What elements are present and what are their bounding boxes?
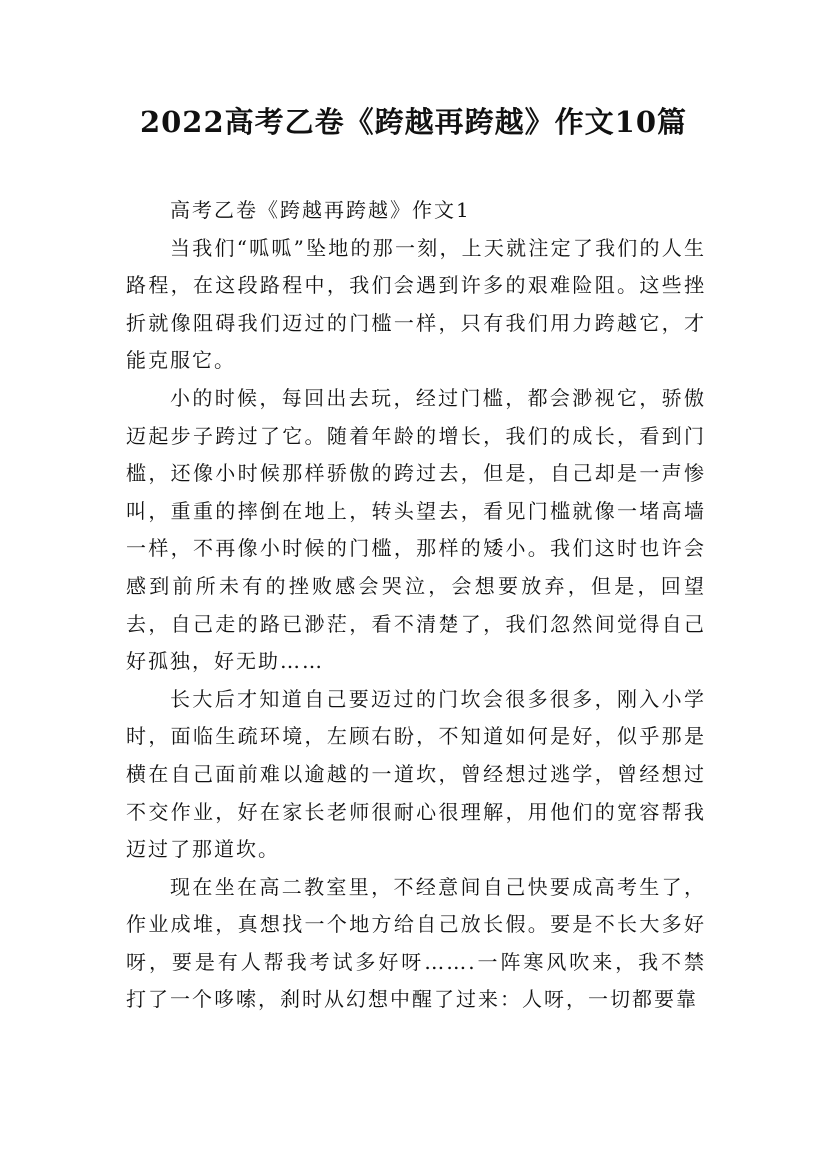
paragraph-1: 当我们“呱呱”坠地的那一刻，上天就注定了我们的人生路程，在这段路程中，我们会遇到许多的艰难险阻。这些挫折就像阻碍我们迈过的门槛一样，只有我们用力跨越它，才能克服它。 (126, 235, 706, 373)
document-body (126, 192, 706, 1019)
paragraph-3: 长大后才知道自己要迈过的门坎会很多很多，刚入小学时，面临生疏环境，左顾右盼，不知道如何是好，似乎那是横在自己面前难以逾越的一道坎，曾经想过逃学，曾经想过不交作业，好在家长老师很耐心很理解，用他们的宽容帮我迈过了那道坎。 (126, 686, 706, 862)
essay-subheading: 高考乙卷《跨越再跨越》作文1 (170, 198, 471, 222)
paragraph-2: 小的时候，每回出去玩，经过门槛，都会渺视它，骄傲迈起步子跨过了它。随着年龄的增长，我们的成长，看到门槛，还像小时候那样骄傲的跨过去，但是，自己却是一声惨叫，重重的摔倒在地上，转头望去，看见门槛就像一堵高墙一样，不再像小时候的门槛，那样的矮小。我们这时也许会感到前所未有的挫败感会哭泣，会想要放弃，但是，回望去，自己走的路已渺茫，看不清楚了，我们忽然间觉得自己好孤独，好无助…… (126, 385, 706, 674)
document-title: 2022高考乙卷《跨越再跨越》作文10篇 (139, 105, 688, 139)
paragraph-4: 现在坐在高二教室里，不经意间自己快要成高考生了，作业成堆，真想找一个地方给自己放长假。要是不长大多好呀，要是有人帮我考试多好呀…….一阵寒风吹来，我不禁打了一个哆嗦，刹时从幻想中醒了过来：人呀，一切都要靠 (126, 874, 706, 1012)
